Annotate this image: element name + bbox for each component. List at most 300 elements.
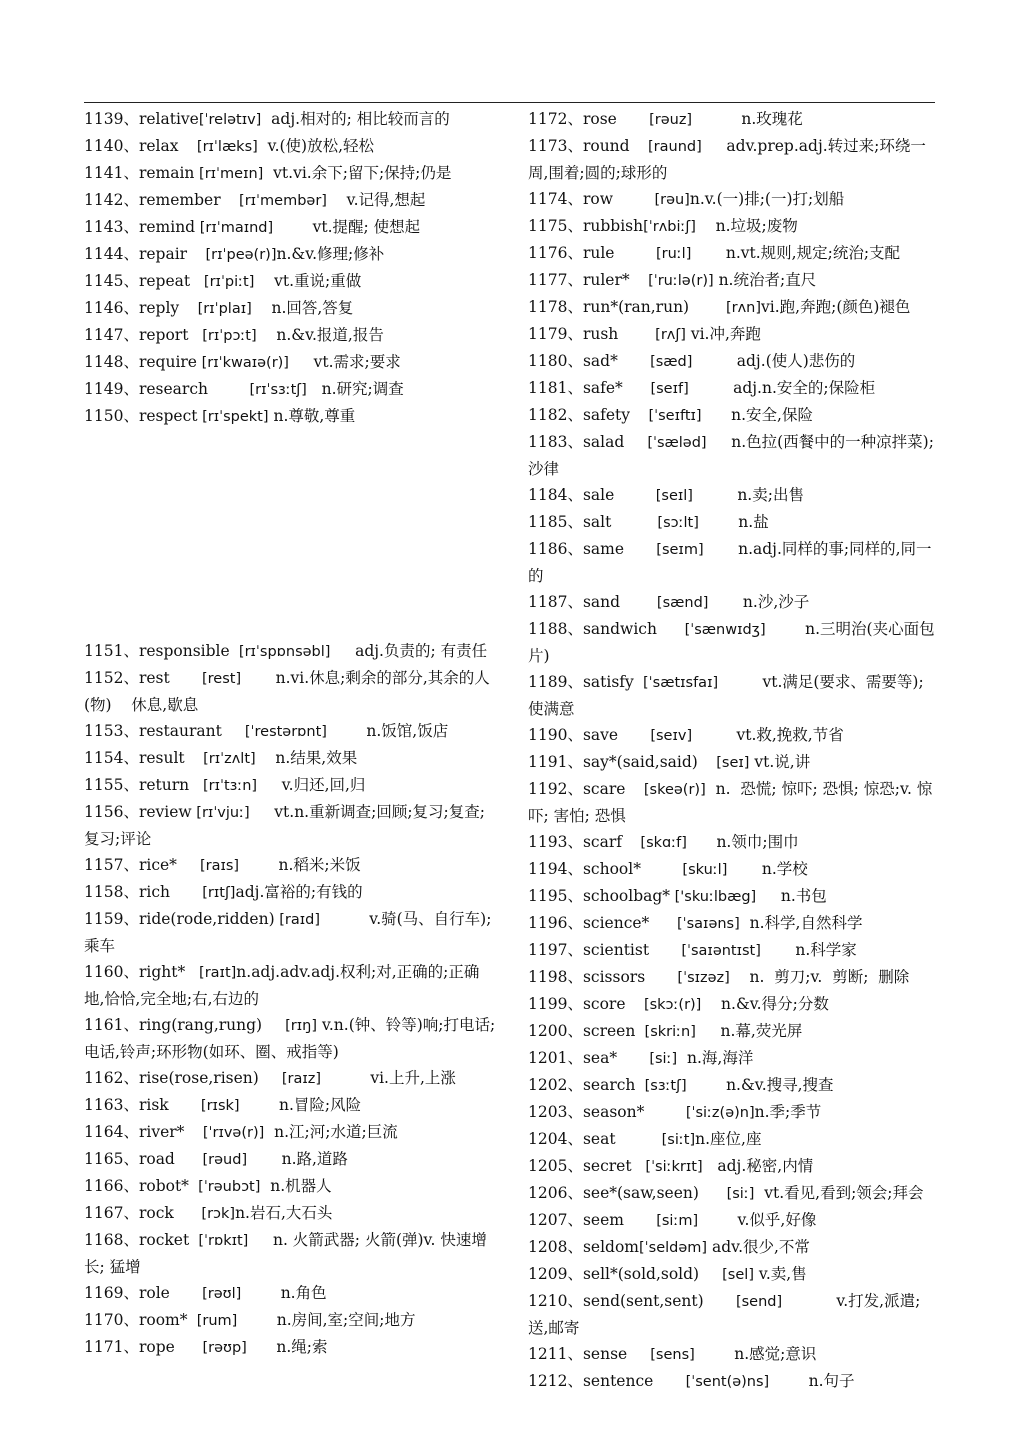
vocab-entry (84, 1334, 496, 1361)
entry-definition: adj.n.安全的;保险柜 (688, 379, 876, 397)
entry-number: 1157、 (84, 856, 139, 874)
entry-number: 1200、 (528, 1022, 583, 1040)
entry-phonetic: ['skuːlbæg] (670, 889, 757, 905)
entry-definition: n.机器人 (260, 1177, 332, 1195)
entry-word: ring(rang,rung) (138, 1016, 263, 1034)
entry-definition: n.冒险;风险 (239, 1096, 362, 1114)
vocab-entry (528, 321, 935, 348)
entry-definition: n.安全,保险 (701, 406, 813, 424)
entry-definition: adj.(使人)悲伤的 (692, 352, 856, 370)
vocab-entry (528, 375, 935, 402)
vocab-entry (84, 718, 496, 745)
entry-number: 1177、 (528, 271, 583, 289)
entry-definition: n.三明治(夹心面包片) (528, 620, 935, 665)
entry-word: road (138, 1150, 175, 1168)
entry-word: robot* (138, 1177, 189, 1195)
entry-word: seat (582, 1130, 616, 1148)
vocab-entry (84, 852, 496, 879)
entry-number: 1172、 (528, 110, 583, 128)
entry-definition: n.v.(一)排;(一)打;划船 (689, 190, 845, 208)
vocab-entry (84, 295, 496, 322)
entry-phonetic: [ˈrestərɒnt] (221, 724, 327, 740)
entry-phonetic: [ˈrʌbiːʃ] (643, 219, 696, 235)
entry-phonetic: [rɪˈvjuː] (191, 805, 250, 821)
entry-number: 1208、 (528, 1238, 583, 1256)
vocab-entry (84, 376, 496, 403)
entry-phonetic: [seɪ] (697, 755, 750, 771)
entry-word: schoolbag* (582, 887, 671, 905)
vocab-entry (528, 1207, 935, 1234)
vocab-entry (528, 856, 935, 883)
entry-word: responsible (138, 642, 230, 660)
vocab-entry (84, 1307, 496, 1334)
entry-word: secret (582, 1157, 632, 1175)
vocab-entry (528, 482, 935, 509)
entry-phonetic: [rɪtʃ] (169, 885, 236, 901)
entry-number: 1170、 (84, 1311, 139, 1329)
entry-word: send(sent,sent) (582, 1292, 704, 1310)
entry-phonetic: [ruːl] (614, 246, 692, 262)
entry-definition: n.adj.同样的事;同样的,同一的 (528, 540, 932, 585)
vocab-entry (84, 665, 496, 718)
entry-definition: n.&v.修理;修补 (276, 245, 385, 263)
entry-phonetic: [ˈsɪzəz] (645, 970, 730, 986)
entry-number: 1207、 (528, 1211, 583, 1229)
vocab-entry (84, 879, 496, 906)
vocab-entry (528, 1045, 935, 1072)
entry-word: sale (582, 486, 615, 504)
entry-number: 1194、 (528, 860, 583, 878)
entry-phonetic: [sænd] (620, 595, 709, 611)
vocab-entry (528, 722, 935, 749)
vocab-entry (528, 991, 935, 1018)
entry-number: 1156、 (84, 803, 139, 821)
entry-definition: adv.prep.adj.转过来;环绕一周,围着;圆的;球形的 (528, 137, 926, 182)
entry-number: 1192、 (528, 780, 583, 798)
entry-phonetic: [rɔk] (173, 1206, 236, 1222)
entry-word: scare (582, 780, 626, 798)
entry-phonetic: [rʌʃ] (618, 327, 686, 343)
entry-phonetic: [ˈsæləd] (624, 435, 707, 451)
entry-definition: n.学校 (727, 860, 808, 878)
entry-word: sad* (582, 352, 618, 370)
entry-definition: vt.提醒; 使想起 (273, 218, 421, 236)
entry-phonetic: [rɪˈkwaɪə(r)] (196, 355, 289, 371)
vocab-entry (528, 348, 935, 375)
entry-definition: vi.上升,上涨 (321, 1069, 456, 1087)
vocab-entry (528, 883, 935, 910)
entry-word: same (582, 540, 625, 558)
vocab-entry (528, 1368, 935, 1395)
entry-word: remain (138, 164, 195, 182)
entry-word: seldom (582, 1238, 639, 1256)
entry-word: rocket (138, 1231, 190, 1249)
entry-definition: n.adj.adv.adj.权利;对,正确的;正确地,恰恰,完全地;右,右边的 (84, 963, 480, 1008)
entry-number: 1161、 (84, 1016, 139, 1034)
entry-number: 1146、 (84, 299, 139, 317)
entry-number: 1142、 (84, 191, 139, 209)
entry-word: require (138, 353, 197, 371)
entry-definition: n.&v.报道,报告 (256, 326, 384, 344)
vocab-entry (528, 964, 935, 991)
entry-definition: v.卖,售 (753, 1265, 807, 1283)
entry-word: salt (582, 513, 612, 531)
entry-number: 1190、 (528, 726, 583, 744)
entry-word: restaurant (138, 722, 222, 740)
vocab-entry (84, 1092, 496, 1119)
entry-number: 1158、 (84, 883, 139, 901)
entry-number: 1201、 (528, 1049, 583, 1067)
entry-phonetic: [rəud] (174, 1152, 248, 1168)
vocab-entry (528, 1341, 935, 1368)
entry-word: safe* (582, 379, 623, 397)
entry-word: reply (138, 299, 180, 317)
entry-number: 1147、 (84, 326, 139, 344)
entry-phonetic: [seɪf] (622, 381, 689, 397)
entry-phonetic: [rəʊl] (169, 1286, 242, 1302)
entry-word: season* (582, 1103, 645, 1121)
entry-number: 1182、 (528, 406, 583, 424)
vocab-entry (84, 906, 496, 959)
entry-phonetic: [sel] (699, 1267, 754, 1283)
entry-number: 1180、 (528, 352, 583, 370)
entry-definition: n.色拉(西餐中的一种凉拌菜);沙律 (528, 433, 934, 478)
entry-word: role (138, 1284, 170, 1302)
entry-number: 1209、 (528, 1265, 583, 1283)
entry-number: 1178、 (528, 298, 583, 316)
entry-number: 1179、 (528, 325, 583, 343)
entry-definition: n.饭馆,饭店 (326, 722, 449, 740)
vocab-entry (528, 536, 935, 589)
entry-phonetic: [rəuz] (616, 112, 693, 128)
vocab-entry (84, 745, 496, 772)
vocab-entry (528, 294, 935, 321)
entry-phonetic: [raund] (629, 139, 702, 155)
entry-word: room* (138, 1311, 188, 1329)
entry-definition: v.似乎,好像 (698, 1211, 817, 1229)
entry-word: sand (582, 593, 621, 611)
entry-definition: n.绳;索 (246, 1338, 328, 1356)
entry-definition: vt.n.重新调查;回顾;复习;复查;复习;评论 (84, 803, 486, 848)
entry-number: 1151、 (84, 642, 139, 660)
entry-phonetic: [seɪl] (614, 488, 693, 504)
entry-phonetic: [ˈsætɪsfaɪ] (633, 675, 719, 691)
entry-phonetic: [rɪˈmembər] (220, 193, 327, 209)
vocab-entry (84, 1200, 496, 1227)
entry-phonetic: [skɑːf] (621, 835, 687, 851)
entry-definition: n.幕,荧光屏 (695, 1022, 803, 1040)
entry-number: 1150、 (84, 407, 139, 425)
entry-word: run*(ran,run) (582, 298, 690, 316)
entry-definition: n. 剪刀;v. 剪断; 删除 (729, 968, 910, 986)
entry-word: satisfy (582, 673, 634, 691)
entry-phonetic: [rɪˈlæks] (178, 139, 258, 155)
entry-number: 1140、 (84, 137, 139, 155)
entry-word: safety (582, 406, 631, 424)
entry-phonetic: [rɪˈzʌlt] (184, 751, 256, 767)
entry-phonetic: [rum] (187, 1313, 238, 1329)
entry-word: rise(rose,risen) (138, 1069, 259, 1087)
entry-definition: n.领巾;围巾 (686, 833, 799, 851)
entry-phonetic: [ˈrɒkɪt] (189, 1233, 249, 1249)
vocab-entry (528, 1261, 935, 1288)
entry-phonetic: [rɪˈpɔːt] (188, 328, 257, 344)
entry-phonetic: [ˈsiːz(ə)n] (644, 1105, 755, 1121)
entry-number: 1167、 (84, 1204, 139, 1222)
entry-definition: adv.很少,不常 (707, 1238, 810, 1256)
entry-word: relative (138, 110, 199, 128)
vocab-entry (528, 1018, 935, 1045)
entry-phonetic: [siː] (617, 1051, 678, 1067)
entry-phonetic: [siː] (698, 1186, 755, 1202)
entry-word: scientist (582, 941, 650, 959)
entry-word: search (582, 1076, 636, 1094)
entry-definition: v.骑(马、自行车);乘车 (84, 910, 492, 955)
entry-word: save (582, 726, 619, 744)
vocab-entry (528, 749, 935, 776)
entry-number: 1185、 (528, 513, 583, 531)
entry-phonetic: [rɪˈplaɪ] (179, 301, 252, 317)
vocab-entry (528, 402, 935, 429)
entry-phonetic: [ˈseldəm] (639, 1240, 708, 1256)
vocab-entry (528, 106, 935, 133)
entry-number: 1141、 (84, 164, 139, 182)
entry-definition: v.打发,派遣;送,邮寄 (528, 1292, 921, 1337)
entry-number: 1163、 (84, 1096, 139, 1114)
entry-number: 1198、 (528, 968, 583, 986)
vocab-entry (84, 1227, 496, 1280)
vocab-entry (528, 776, 935, 829)
vocab-entry (84, 268, 496, 295)
entry-phonetic: [ˈsiːkrɪt] (631, 1159, 703, 1175)
entry-phonetic: [sɜːtʃ] (635, 1078, 687, 1094)
entry-phonetic: [siːm] (623, 1213, 699, 1229)
vocab-entry (84, 106, 496, 133)
vocab-entry (528, 1126, 935, 1153)
entry-definition: n.岩石,大石头 (235, 1204, 333, 1222)
entry-number: 1155、 (84, 776, 139, 794)
vocab-entry (84, 187, 496, 214)
entry-definition: n.座位,座 (695, 1130, 762, 1148)
vocab-entry (84, 1065, 496, 1092)
entry-word: sea* (582, 1049, 618, 1067)
entry-phonetic: [ˈsænwɪdʒ] (656, 622, 766, 638)
entry-phonetic: [ˈrelətɪv] (198, 112, 262, 128)
entry-word: row (582, 190, 613, 208)
vocab-entry (84, 1119, 496, 1146)
entry-definition: vt.满足(要求、需要等); 使满意 (528, 673, 929, 718)
entry-word: rubbish (582, 217, 644, 235)
vocab-entry (84, 241, 496, 268)
entry-word: say*(said,said) (582, 753, 698, 771)
entry-word: rock (138, 1204, 174, 1222)
entry-definition: n.稻米;米饭 (239, 856, 361, 874)
entry-definition: vt.vi.余下;留下;保持;仍是 (263, 164, 452, 182)
entry-definition: n.句子 (769, 1372, 855, 1390)
entry-phonetic: [raɪz] (258, 1071, 322, 1087)
entry-number: 1154、 (84, 749, 139, 767)
entry-phonetic: [sɔːlt] (611, 515, 699, 531)
entry-word: sell*(sold,sold) (582, 1265, 700, 1283)
entry-definition: n.尊敬,尊重 (268, 407, 356, 425)
vocab-entry (528, 616, 935, 669)
entry-number: 1162、 (84, 1069, 139, 1087)
entry-phonetic: [rɪˈspɒnsəbl] (229, 644, 331, 660)
entry-phonetic: [send] (703, 1294, 783, 1310)
entry-definition: n.vi.休息;剩余的部分,其余的人(物) 休息,歇息 (84, 669, 490, 714)
entry-number: 1153、 (84, 722, 139, 740)
entry-phonetic: [siːt] (615, 1132, 696, 1148)
entry-phonetic: [ˈrəubɔt] (188, 1179, 261, 1195)
vocab-entry (84, 638, 496, 665)
vocab-entry (528, 186, 935, 213)
entry-word: school* (582, 860, 641, 878)
entry-number: 1176、 (528, 244, 583, 262)
entry-word: relax (138, 137, 179, 155)
entry-word: scissors (582, 968, 646, 986)
entry-definition: n.&v.得分;分数 (701, 995, 829, 1013)
entry-definition: vt.需求;要求 (288, 353, 401, 371)
entry-definition: vi.跑,奔跑;(颜色)褪色 (761, 298, 911, 316)
column-gap (84, 430, 496, 638)
entry-number: 1144、 (84, 245, 139, 263)
entry-number: 1189、 (528, 673, 583, 691)
entry-number: 1181、 (528, 379, 583, 397)
entry-definition: adj.负责的; 有责任 (330, 642, 488, 660)
entry-number: 1205、 (528, 1157, 583, 1175)
entry-number: 1206、 (528, 1184, 583, 1202)
vocab-entry (528, 1153, 935, 1180)
entry-number: 1202、 (528, 1076, 583, 1094)
entry-definition: vt.说,讲 (749, 753, 811, 771)
entry-definition: v.(使)放松,轻松 (257, 137, 375, 155)
entry-word: round (582, 137, 630, 155)
entry-phonetic: [rəu] (612, 192, 690, 208)
entry-phonetic: [skriːn] (635, 1024, 696, 1040)
entry-number: 1187、 (528, 593, 583, 611)
vocab-entry (84, 322, 496, 349)
entry-word: rest (138, 669, 170, 687)
entry-number: 1183、 (528, 433, 583, 451)
vocab-entry (528, 429, 935, 482)
vocab-entry (84, 133, 496, 160)
entry-phonetic: [raɪt] (185, 965, 237, 981)
entry-definition: n.沙,沙子 (708, 593, 810, 611)
vocab-entry (84, 1280, 496, 1307)
entry-number: 1191、 (528, 753, 583, 771)
entry-word: seem (582, 1211, 624, 1229)
entry-word: river* (138, 1123, 185, 1141)
entry-word: sense (582, 1345, 628, 1363)
entry-number: 1159、 (84, 910, 139, 928)
entry-number: 1212、 (528, 1372, 583, 1390)
entry-definition: n. 火箭武器; 火箭(弹)v. 快速增长; 猛增 (84, 1231, 487, 1276)
entry-definition: n.海,海洋 (677, 1049, 754, 1067)
entry-definition: adj.相对的; 相比较而言的 (261, 110, 450, 128)
entry-phonetic: [raɪs] (176, 858, 240, 874)
entry-definition: adj.富裕的;有钱的 (235, 883, 363, 901)
left-column (84, 106, 496, 1361)
entry-definition: n.结果,效果 (255, 749, 358, 767)
entry-word: salad (582, 433, 625, 451)
entry-phonetic: [ˈruːlə(r)] (629, 273, 714, 289)
entry-word: right* (138, 963, 186, 981)
entry-number: 1149、 (84, 380, 139, 398)
vocab-entry (528, 1072, 935, 1099)
entry-definition: n.江;河;水道;巨流 (264, 1123, 398, 1141)
entry-number: 1195、 (528, 887, 583, 905)
entry-number: 1193、 (528, 833, 583, 851)
vocab-entry (528, 937, 935, 964)
entry-definition: n.玫瑰花 (692, 110, 803, 128)
entry-number: 1175、 (528, 217, 583, 235)
entry-word: rule (582, 244, 615, 262)
entry-number: 1160、 (84, 963, 139, 981)
entry-definition: vt.看见,看到;领会;拜会 (754, 1184, 924, 1202)
right-column (528, 106, 935, 1395)
entry-word: review (138, 803, 192, 821)
entry-number: 1166、 (84, 1177, 139, 1195)
entry-phonetic: [rʌn] (689, 300, 762, 316)
entry-definition: n.统治者;直尺 (713, 271, 817, 289)
entry-definition: n.垃圾;废物 (695, 217, 798, 235)
entry-number: 1168、 (84, 1231, 139, 1249)
entry-definition: vi.冲,奔跑 (685, 325, 761, 343)
entry-definition: n.&v.搜寻,搜查 (686, 1076, 834, 1094)
vocab-entry (84, 799, 496, 852)
entry-definition: n.房间,室;空间;地方 (237, 1311, 416, 1329)
entry-phonetic: [raɪd] (274, 912, 321, 928)
entry-phonetic: [skeə(r)] (625, 782, 706, 798)
entry-definition: n.感觉;意识 (694, 1345, 817, 1363)
vocab-entry (84, 160, 496, 187)
entry-phonetic: [ˈsaɪəns] (649, 916, 740, 932)
entry-phonetic: [ˈseɪftɪ] (630, 408, 702, 424)
entry-word: sentence (582, 1372, 654, 1390)
entry-definition: v.归还,回,归 (257, 776, 366, 794)
entry-word: report (138, 326, 189, 344)
vocab-entry (528, 1180, 935, 1207)
entry-phonetic: [rɪˈpeə(r)] (187, 247, 277, 263)
vocab-entry (528, 267, 935, 294)
entry-definition: n.书包 (756, 887, 827, 905)
entry-definition: n. 恐慌; 惊吓; 恐惧; 惊恐;v. 惊吓; 害怕; 恐惧 (528, 780, 933, 825)
vocab-entry (528, 829, 935, 856)
entry-number: 1174、 (528, 190, 583, 208)
vocab-entry (84, 1173, 496, 1200)
entry-word: respect (138, 407, 198, 425)
vocab-entry (528, 910, 935, 937)
entry-definition: vt.重说;重做 (254, 272, 362, 290)
entry-word: screen (582, 1022, 636, 1040)
entry-phonetic: [rɪˈpiːt] (190, 274, 255, 290)
entry-number: 1186、 (528, 540, 583, 558)
vocab-entry (84, 959, 496, 1012)
entry-phonetic: [ˈsent(ə)ns] (653, 1374, 770, 1390)
entry-word: return (138, 776, 190, 794)
entry-number: 1210、 (528, 1292, 583, 1310)
vocab-entry (84, 403, 496, 430)
entry-number: 1197、 (528, 941, 583, 959)
entry-definition: n.研究;调查 (306, 380, 404, 398)
entry-phonetic: [rɪsk] (168, 1098, 240, 1114)
entry-phonetic: [sæd] (617, 354, 693, 370)
entry-phonetic: [rɪŋ] (262, 1018, 318, 1034)
entry-phonetic: [rest] (169, 671, 242, 687)
entry-definition: n.回答,答复 (251, 299, 354, 317)
entry-definition: n.vt.规则,规定;统治;支配 (691, 244, 901, 262)
entry-phonetic: [ˈrɪvə(r)] (184, 1125, 265, 1141)
